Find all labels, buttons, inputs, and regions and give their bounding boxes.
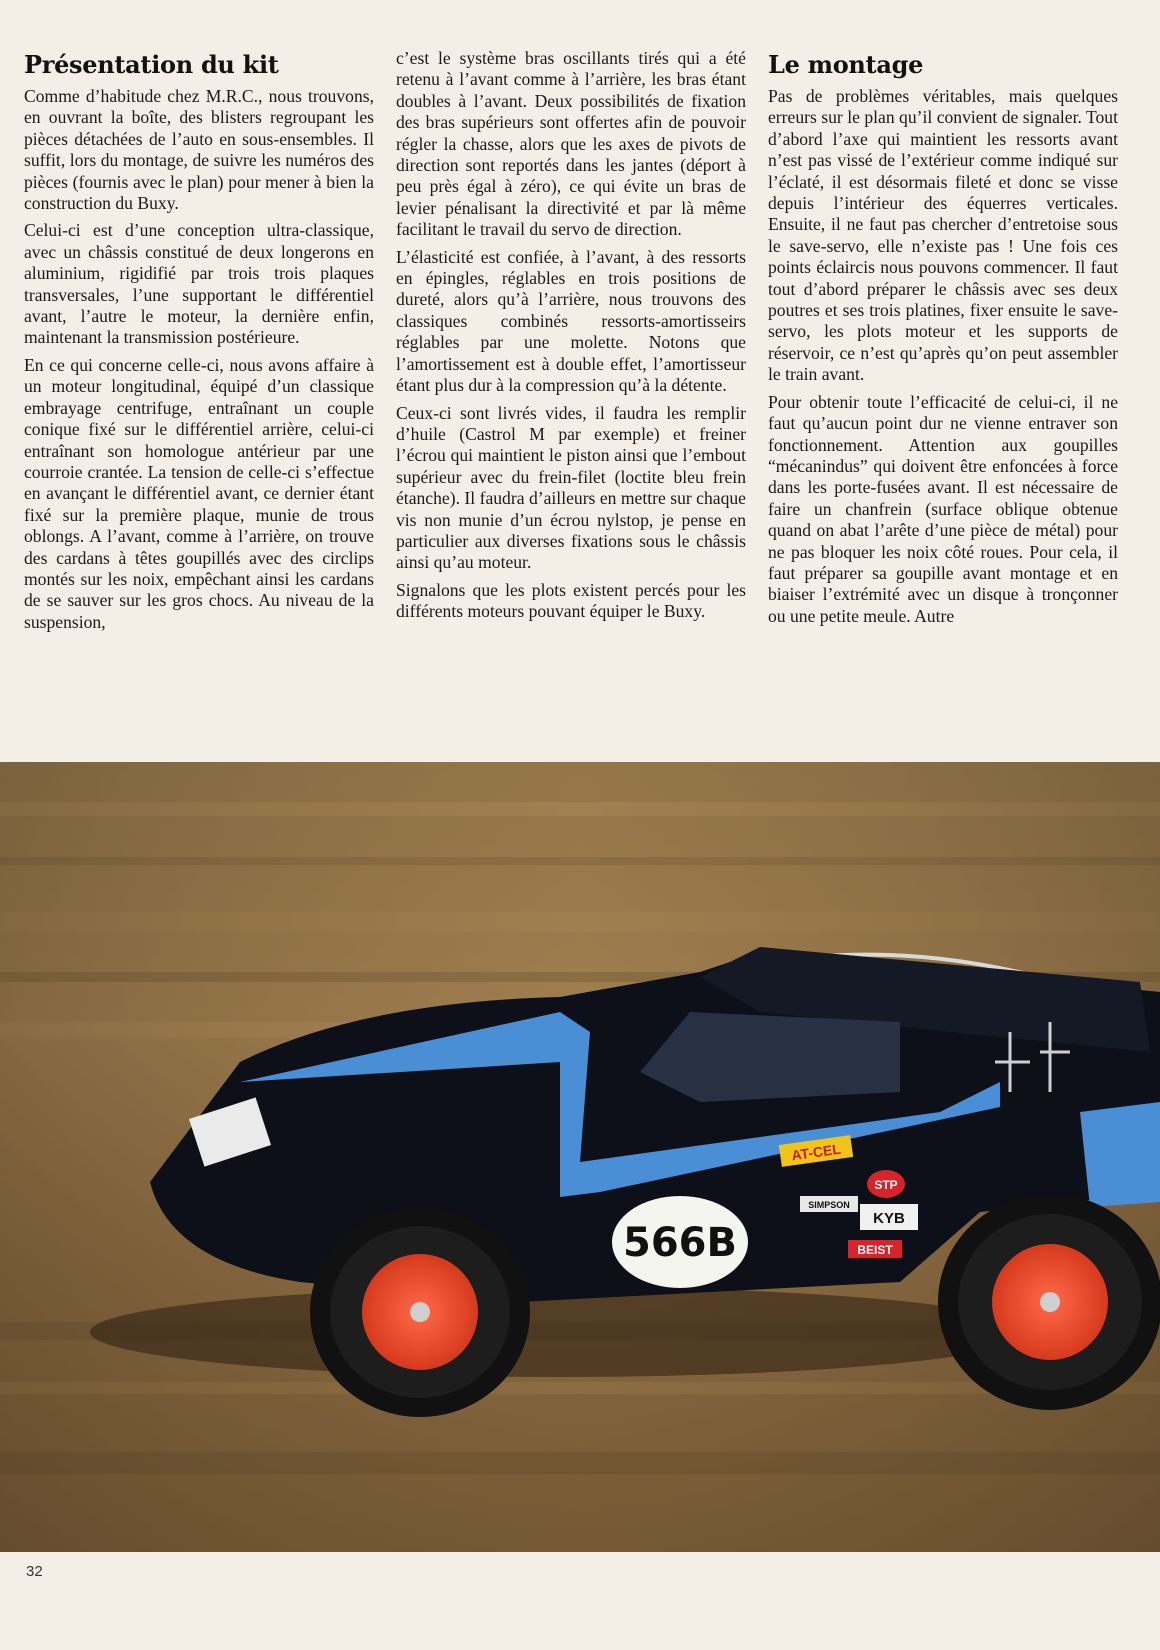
decal-beist: BEIST — [857, 1243, 893, 1257]
section-heading-presentation: Présentation du kit — [24, 50, 279, 79]
decal-kyb: KYB — [873, 1210, 905, 1227]
paragraph: Celui-ci est d’une conception ultra-classique, avec un châssis constitué de deux longerons en aluminium, rigidifié par trois trois plaques transversales, l’une supportant le différentiel avant, l’autre le moteur, la dernière enfin, maintenant la transmission postérieure. — [24, 220, 374, 348]
paragraph: c’est le système bras oscillants tirés qui a été retenu à l’avant comme à l’arrière, les bras étant doubles à l’avant. Deux possibilités de fixation des bras supérieurs sont offertes afin de pouvoir régler la chasse, alors que les axes de pivots de direction sont reportés dans les jantes (déport à peu près égal à zéro), ce qui évite un bras de levier pénalisant la directivité et par là même facilitant le travail du servo de direction. — [396, 48, 746, 240]
paragraph: Ceux-ci sont livrés vides, il faudra les remplir d’huile (Castrol M par exemple) et freiner l’écrou qui maintient le piston ainsi que l’embout supérieur avec du frein-filet (loctite bleu frein étanche). Il faudra d’ailleurs en mettre sur chaque vis non munie d’un écrou nylstop, je pense en particulier aux diverses fixations sous le châssis ainsi qu’au moteur. — [396, 402, 746, 573]
page-number: 32 — [26, 1563, 43, 1580]
paragraph: L’élasticité est confiée, à l’avant, à des ressorts en épingles, réglables en trois positions de dureté, alors qu’à l’arrière, nous trouvons des classiques combinés ressorts-amortisseirs réglables par une molette. Notons que l’amortissement est à double effet, l’amortisseur étant plus dur à la compression qu’à la détente. — [396, 246, 746, 396]
front-wheel — [310, 1207, 530, 1417]
race-number: 566B — [623, 1220, 737, 1266]
paragraph: Signalons que les plots existent percés pour les différents moteurs pouvant équiper le Buxy. — [396, 579, 746, 622]
decal-simpson: SIMPSON — [808, 1200, 850, 1210]
rc-car-photo — [0, 762, 1160, 1552]
rear-wheel — [938, 1194, 1160, 1410]
decal-stp: STP — [874, 1178, 898, 1192]
paragraph: Pas de problèmes véritables, mais quelques erreurs sur le plan qu’il convient de signaler. Tout d’abord l’axe qui maintient les ressorts avant n’est pas vissé de l’extérieur comme indiqué sur l’éclaté, il est désormais fileté et donc se visse depuis l’intérieur des équerres verticales. Ensuite, il ne faut pas chercher d’entretoise sous le save-servo, elle n’existe pas ! Une fois ces points éclaircis nous pouvons commencer. Il faut tout d’abord préparer le châssis avec ses deux poutres et ses trois platines, fixer ensuite le save-servo, les plots moteur et les supports de réservoir, ce n’est qu’après qu’on peut assembler le train avant. — [768, 86, 1118, 385]
paragraph: Pour obtenir toute l’efficacité de celui-ci, il ne faut qu’aucun point dur ne vienne entraver son fonctionnement. Attention aux goupilles “mécanindus” qui doivent être enfoncées à force dans les porte-fusées avant. Il est nécessaire de faire un chanfrein (surface oblique obtenue quand on abat l’arête d’une pièce de métal) pour ne pas bloquer les noix côté roues. Pour cela, il faut préparer sa goupille avant montage et en biaiser l’extrémité avec un disque à tronçonner ou une petite meule. Autre — [768, 391, 1118, 626]
decal-atcel: AT-CEL — [790, 1140, 842, 1164]
section-heading-montage: Le montage — [768, 50, 924, 79]
column-middle — [396, 48, 746, 728]
column-right — [768, 48, 1118, 728]
column-left — [24, 48, 374, 728]
article-text — [24, 48, 1134, 728]
paragraph: Comme d’habitude chez M.R.C., nous trouvons, en ouvrant la boîte, des blisters regroupant les pièces détachées de l’auto en sous-ensembles. Il suffit, lors du montage, de suivre les numéros des pièces (fournis avec le plan) pour mener à bien la construction du Buxy. — [24, 86, 374, 214]
paragraph: En ce qui concerne celle-ci, nous avons affaire à un moteur longitudinal, équipé d’un classique embrayage centrifuge, entraînant un couple conique fixé sur le différentiel arrière, celui-ci entraînant son homologue antérieur par une courroie crantée. La tension de celle-ci s’effectue en avançant le différentiel avant, ce dernier étant fixé sur la première plaque, munie de trous oblongs. A l’avant, comme à l’arrière, on trouve des cardans à têtes goupillés avec des circlips montés sur les noix, empêchant ainsi les cardans de se sauver sur les gros chocs. Au niveau de la suspension, — [24, 354, 374, 632]
